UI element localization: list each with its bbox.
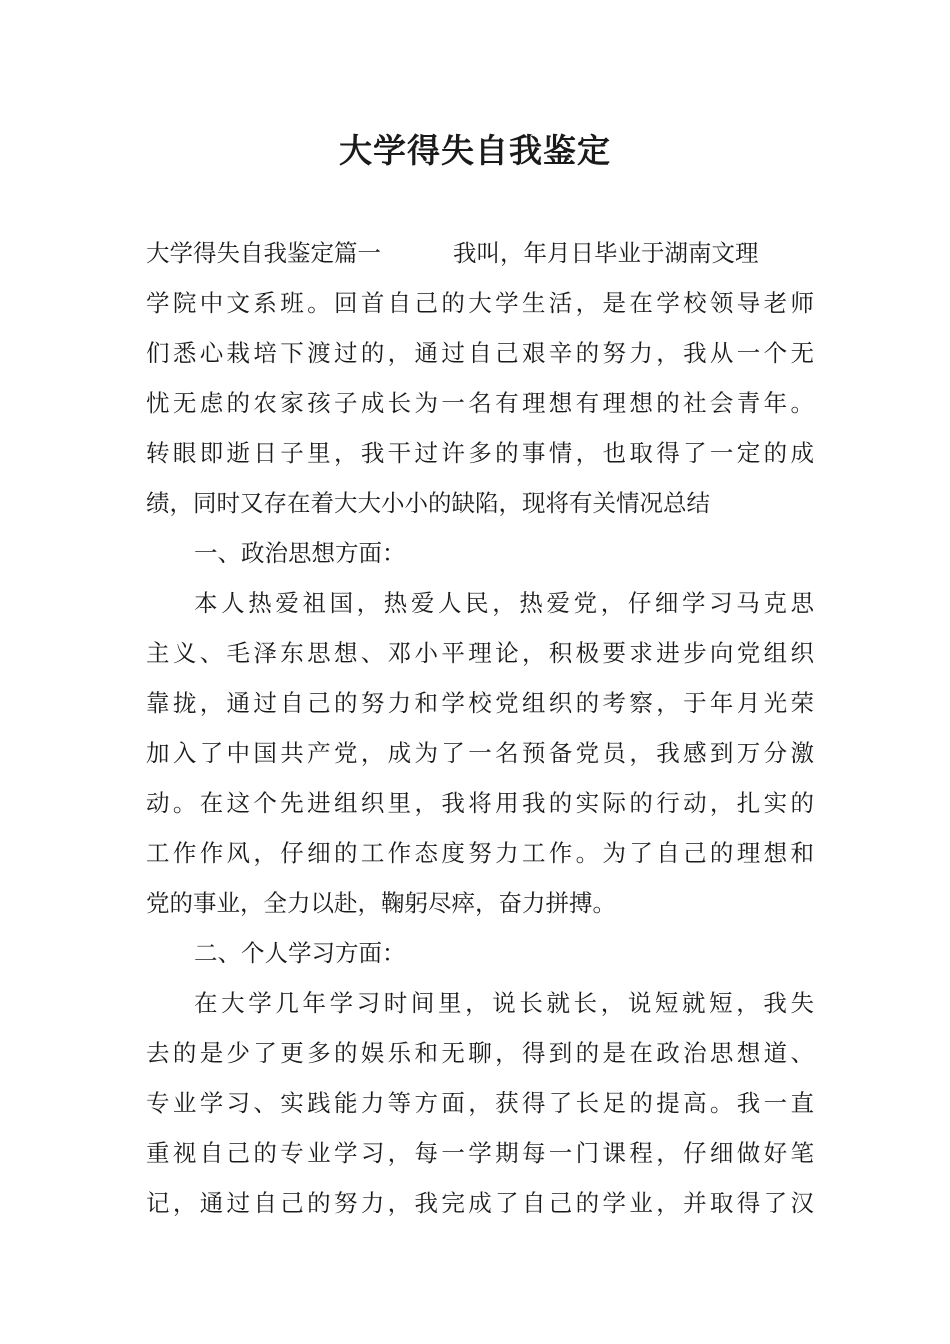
section-heading: 一、政治思想方面： (194, 539, 406, 567)
text-line: 在大学几年学习时间里，说长就长，说短就短，我失 (194, 989, 814, 1017)
text-line: 主义、毛泽东思想、邓小平理论，积极要求进步向党组织 (146, 639, 814, 667)
text-line: 记，通过自己的努力，我完成了自己的学业，并取得了汉 (146, 1189, 814, 1217)
text-run: 我叫，年月日毕业于湖南文理 (453, 239, 759, 267)
text-line: 学院中文系班。回首自己的大学生活，是在学校领导老师 (146, 289, 814, 317)
text-line: 加入了中国共产党，成为了一名预备党员，我感到万分激 (146, 739, 814, 767)
text-line: 动。在这个先进组织里，我将用我的实际的行动，扎实的 (146, 789, 814, 817)
text-line: 本人热爱祖国，热爱人民，热爱党，仔细学习马克思 (194, 589, 814, 617)
text-line: 绩，同时又存在着大大小小的缺陷，现将有关情况总结 (146, 489, 710, 517)
section-heading: 二、个人学习方面： (194, 939, 406, 967)
text-line: 们悉心栽培下渡过的，通过自己艰辛的努力，我从一个无 (146, 339, 814, 367)
text-line: 转眼即逝日子里，我干过许多的事情，也取得了一定的成 (146, 439, 814, 467)
document-body (146, 228, 814, 1228)
text-line: 重视自己的专业学习，每一学期每一门课程，仔细做好笔 (146, 1139, 814, 1167)
section-heading-inline: 大学得失自我鉴定篇一 (146, 239, 381, 267)
text-line: 党的事业，全力以赴，鞠躬尽瘁，奋力拼搏。 (146, 889, 616, 917)
text-line: 去的是少了更多的娱乐和无聊，得到的是在政治思想道、 (146, 1039, 814, 1067)
document-title: 大学得失自我鉴定 (339, 131, 611, 170)
text-line: 忧无虑的农家孩子成长为一名有理想有理想的社会青年。 (146, 389, 814, 417)
text-line: 工作作风，仔细的工作态度努力工作。为了自己的理想和 (146, 839, 814, 867)
text-line: 靠拢，通过自己的努力和学校党组织的考察，于年月光荣 (146, 689, 814, 717)
text-line: 专业学习、实践能力等方面，获得了长足的提高。我一直 (146, 1089, 814, 1117)
text-line (146, 228, 814, 278)
